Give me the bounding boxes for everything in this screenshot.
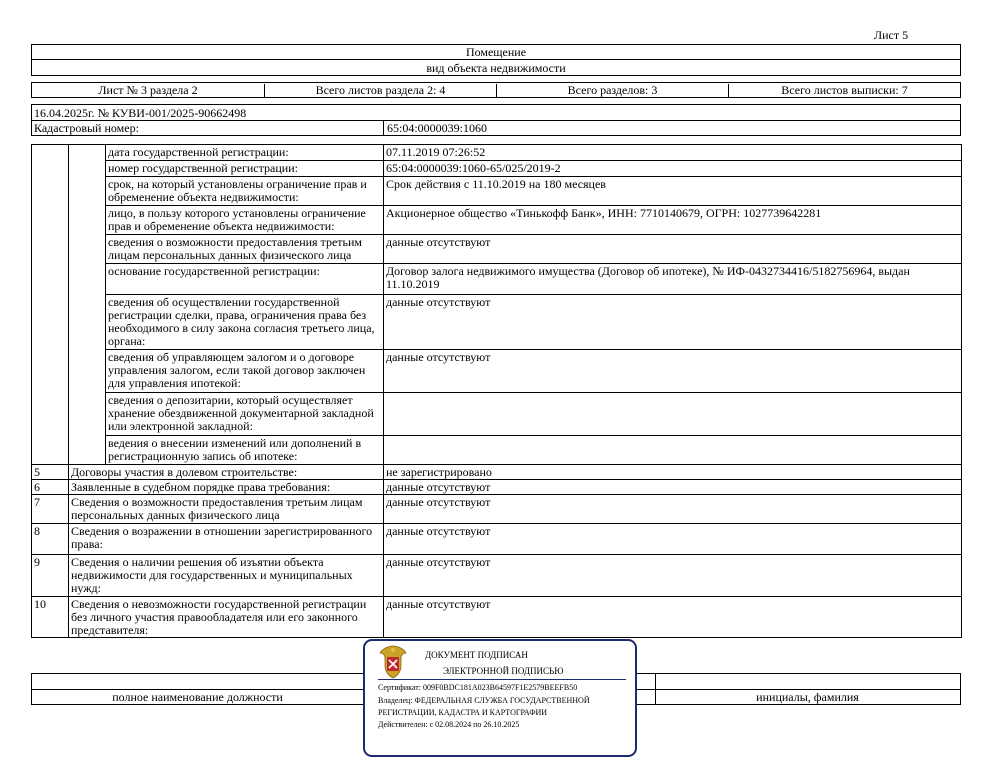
sub-value bbox=[384, 393, 962, 436]
stamp-owner-2: РЕГИСТРАЦИИ, КАДАСТРА И КАРТОГРАФИИ bbox=[378, 708, 548, 717]
sub-value: данные отсутствуют bbox=[384, 350, 962, 393]
sub-label: срок, на который установлены ограничение прав и обременение объекта недвижимости: bbox=[106, 177, 384, 206]
sub-value: 65:04:0000039:1060-65/025/2019-2 bbox=[384, 161, 962, 177]
sub-label: лицо, в пользу которого установлены ограничение прав и обременение объекта недвижимости: bbox=[106, 206, 384, 235]
object-type: Помещение bbox=[31, 44, 961, 60]
cadastral-row bbox=[31, 120, 961, 136]
cadastral-value: 65:04:0000039:1060 bbox=[383, 121, 883, 135]
signature-stamp bbox=[363, 639, 637, 757]
encumbrance-table bbox=[31, 144, 962, 638]
row-label: Заявленные в судебном порядке права требования: bbox=[69, 480, 384, 495]
sub-value: данные отсутствуют bbox=[384, 235, 962, 264]
sub-label: ведения о внесении изменений или дополнений в регистрационную запись об ипотеке: bbox=[106, 436, 384, 465]
row-number: 9 bbox=[32, 555, 69, 597]
stamp-validity: Действителен: с 02.08.2024 по 26.10.2025 bbox=[378, 720, 520, 729]
row-value: данные отсутствуют bbox=[384, 555, 962, 597]
row-label: Сведения о невозможности государственной регистрации без личного участия правообладателя или его законного представителя: bbox=[69, 597, 384, 638]
sub-label: сведения о депозитарии, который осуществляет хранение обездвиженной документарной закладной или электронной закладной: bbox=[106, 393, 384, 436]
row-label: Договоры участия в долевом строительстве: bbox=[69, 465, 384, 480]
sub-label: основание государственной регистрации: bbox=[106, 264, 384, 295]
sub-label: номер государственной регистрации: bbox=[106, 161, 384, 177]
sub-value: данные отсутствуют bbox=[384, 295, 962, 350]
object-type-caption: вид объекта недвижимости bbox=[31, 59, 961, 76]
row-value: данные отсутствуют bbox=[384, 524, 962, 555]
stamp-line2: ЭЛЕКТРОННОЙ ПОДПИСЬЮ bbox=[443, 666, 564, 676]
doc-number: 16.04.2025г. № КУВИ-001/2025-90662498 bbox=[31, 104, 961, 121]
sub-value: Договор залога недвижимого имущества (Договор об ипотеке), № ИФ-0432734416/5182756964, выдан 11.10.2019 bbox=[384, 264, 962, 295]
stamp-line1: ДОКУМЕНТ ПОДПИСАН bbox=[425, 650, 528, 660]
sub-value: Акционерное общество «Тинькофф Банк», ИНН: 7710140679, ОГРН: 1027739642281 bbox=[384, 206, 962, 235]
row-number: 6 bbox=[32, 480, 69, 495]
num-cell-blank bbox=[32, 145, 69, 465]
sub-value bbox=[384, 436, 962, 465]
total-sections: Всего разделов: 3 bbox=[496, 84, 728, 98]
sheet-of-section: Лист № 3 раздела 2 bbox=[98, 83, 198, 97]
position-caption: полное наименование должности bbox=[112, 690, 283, 704]
row-number: 8 bbox=[32, 524, 69, 555]
row-number: 5 bbox=[32, 465, 69, 480]
stamp-certificate: Сертификат: 009F0BDC181A023B64597F1E2579BEEFB50 bbox=[378, 683, 578, 692]
row-value: не зарегистрировано bbox=[384, 465, 962, 480]
sub-label: сведения об осуществлении государственной регистрации сделки, права, ограничения права без необходимого в силу закона согласия третьего лица, органа: bbox=[106, 295, 384, 350]
row-value: данные отсутствуют bbox=[384, 597, 962, 638]
row-value: данные отсутствуют bbox=[384, 495, 962, 524]
coat-of-arms-icon bbox=[378, 644, 408, 680]
row-value: данные отсутствуют bbox=[384, 480, 962, 495]
row-label: Сведения о возражении в отношении зарегистрированного права: bbox=[69, 524, 384, 555]
total-sheets-section: Всего листов раздела 2: 4 bbox=[264, 84, 496, 98]
stamp-owner: Владелец: ФЕДЕРАЛЬНАЯ СЛУЖБА ГОСУДАРСТВЕННОЙ bbox=[378, 696, 590, 705]
sub-value: Срок действия с 11.10.2019 на 180 месяцев bbox=[384, 177, 962, 206]
sheet-label: Лист 5 bbox=[874, 28, 909, 42]
sub-label: сведения о возможности предоставления третьим лицам персональных данных физического лица bbox=[106, 235, 384, 264]
sub-label: дата государственной регистрации: bbox=[106, 145, 384, 161]
total-sheets-extract: Всего листов выписки: 7 bbox=[728, 84, 960, 98]
row-number: 10 bbox=[32, 597, 69, 638]
sub-value: 07.11.2019 07:26:52 bbox=[384, 145, 962, 161]
row-label: Сведения о возможности предоставления третьим лицам персональных данных физического лица bbox=[69, 495, 384, 524]
row-label: Сведения о наличии решения об изъятии объекта недвижимости для государственных и муниципальных нужд: bbox=[69, 555, 384, 597]
section-header-row bbox=[31, 82, 961, 98]
cadastral-label: Кадастровый номер: bbox=[34, 121, 139, 135]
name-caption: инициалы, фамилия bbox=[756, 690, 859, 704]
subnum-cell-blank bbox=[69, 145, 106, 465]
sub-label: сведения об управляющем залогом и о договоре управления залогом, если такой договор заключен для управления ипотекой: bbox=[106, 350, 384, 393]
row-number: 7 bbox=[32, 495, 69, 524]
